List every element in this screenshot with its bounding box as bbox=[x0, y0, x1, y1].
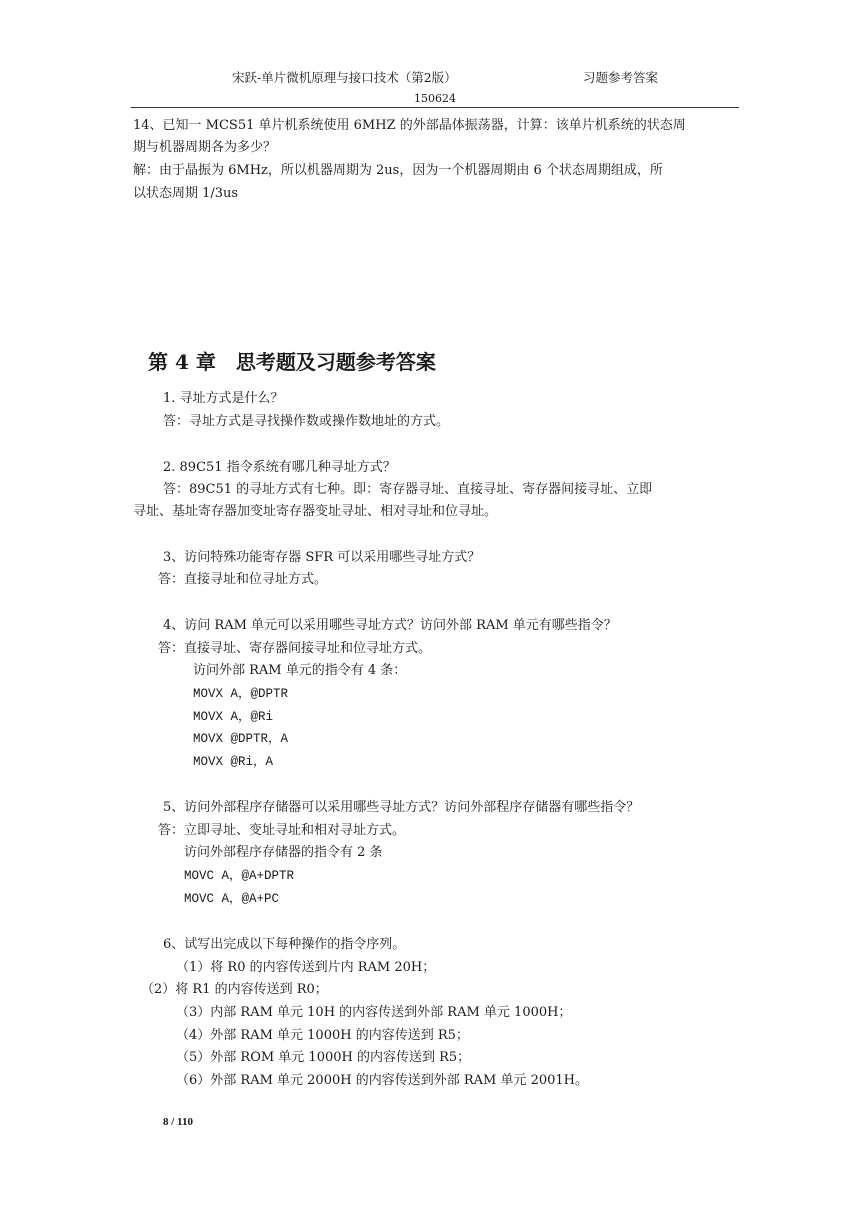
q6-item: （3）内部 RAM 单元 10H 的内容传送到外部 RAM 单元 1000H； bbox=[176, 1005, 572, 1020]
q5-code-line: MOVC A，@A+PC bbox=[184, 892, 280, 906]
q3-answer: 答：直接寻址和位寻址方式。 bbox=[158, 572, 328, 587]
q4-answer: 答：直接寻址、寄存器间接寻址和位寻址方式。 bbox=[158, 641, 432, 656]
chapter-title: 第 4 章 思考题及习题参考答案 bbox=[148, 350, 436, 374]
page-number: 8 / 110 bbox=[163, 1116, 193, 1128]
q6-item: （6）外部 RAM 单元 2000H 的内容传送到外部 RAM 单元 2001H。 bbox=[176, 1073, 589, 1088]
q4-intro: 访问外部 RAM 单元的指令有 4 条： bbox=[193, 663, 407, 678]
q4-code-line: MOVX A，@Ri bbox=[193, 710, 274, 724]
q5-answer: 答：立即寻址、变址寻址和相对寻址方式。 bbox=[158, 823, 406, 838]
q6-item: （5）外部 ROM 单元 1000H 的内容传送到 R5； bbox=[176, 1050, 471, 1065]
prev-answer-line1: 解：由于晶振为 6MHz，所以机器周期为 2us，因为一个机器周期由 6 个状态周期组成，所 bbox=[133, 163, 663, 178]
q2-answer-line2: 寻址、基址寄存器加变址寄存器变址寻址、相对寻址和位寻址。 bbox=[133, 504, 498, 519]
q4-code-line: MOVX @DPTR，A bbox=[193, 732, 289, 746]
q6-question: 6、试写出完成以下每种操作的指令序列。 bbox=[163, 937, 406, 952]
header-book-title: 宋跃-单片微机原理与接口技术（第2版） bbox=[232, 70, 457, 85]
q5-intro: 访问外部程序存储器的指令有 2 条 bbox=[184, 845, 383, 860]
header-doc-type: 习题参考答案 bbox=[583, 70, 659, 85]
q4-question: 4、访问 RAM 单元可以采用哪些寻址方式？访问外部 RAM 单元有哪些指令？ bbox=[163, 618, 617, 633]
q4-code-line: MOVX A，@DPTR bbox=[193, 687, 289, 701]
q5-question: 5、访问外部程序存储器可以采用哪些寻址方式？访问外部程序存储器有哪些指令？ bbox=[163, 800, 640, 815]
q1-answer: 答：寻址方式是寻找操作数或操作数地址的方式。 bbox=[163, 414, 450, 429]
q3-question: 3、访问特殊功能寄存器 SFR 可以采用哪些寻址方式？ bbox=[163, 550, 481, 565]
q5-code-line: MOVC A，@A+DPTR bbox=[184, 869, 295, 883]
q2-question: 2. 89C51 指令系统有哪几种寻址方式？ bbox=[163, 460, 396, 475]
header-rule bbox=[131, 107, 739, 108]
prev-answer-line2: 以状态周期 1/3us bbox=[133, 186, 239, 201]
q2-answer-line1: 答：89C51 的寻址方式有七种。即：寄存器寻址、直接寻址、寄存器间接寻址、立即 bbox=[163, 482, 653, 497]
q4-code-line: MOVX @Ri，A bbox=[193, 755, 274, 769]
prev-question-line2: 期与机器周期各为多少？ bbox=[133, 140, 277, 155]
q6-item: （1）将 R0 的内容传送到片内 RAM 20H； bbox=[176, 960, 436, 975]
q6-item: （2）将 R1 的内容传送到 R0； bbox=[141, 982, 328, 997]
prev-question-line1: 14、已知一 MCS51 单片机系统使用 6MHZ 的外部晶体振荡器，计算：该单片机系统的状态周 bbox=[133, 118, 686, 133]
header-code: 150624 bbox=[414, 92, 456, 105]
q6-item: （4）外部 RAM 单元 1000H 的内容传送到 R5； bbox=[176, 1028, 469, 1043]
q1-question: 1. 寻址方式是什么？ bbox=[163, 391, 284, 406]
